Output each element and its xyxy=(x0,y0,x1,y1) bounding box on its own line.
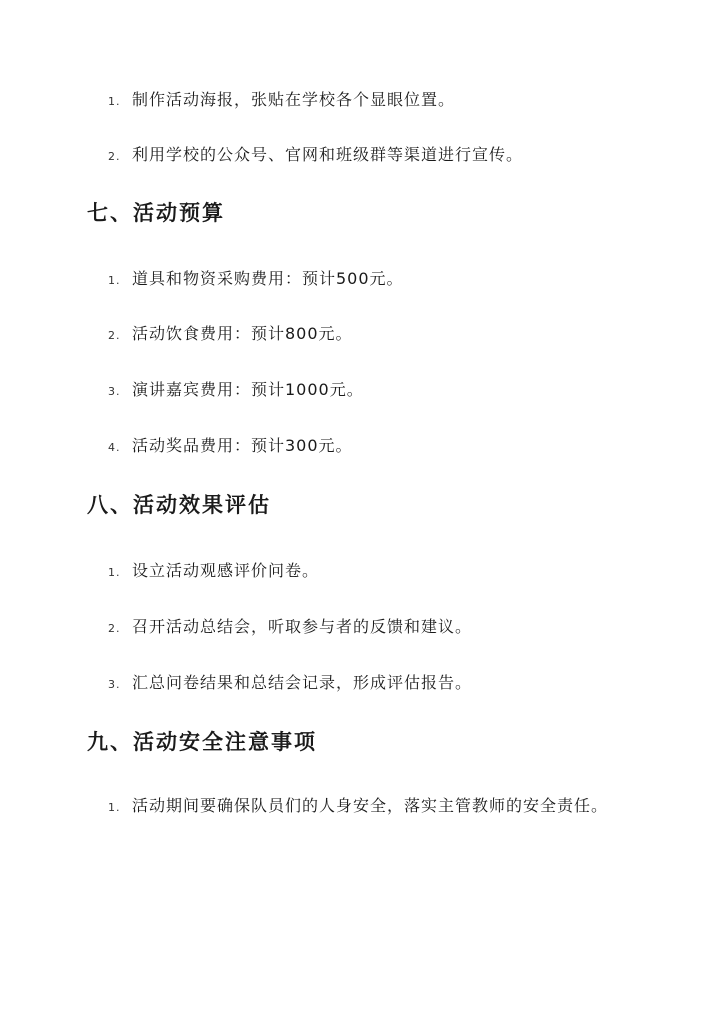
list-text: 设立活动观感评价问卷。 xyxy=(132,561,320,580)
list-item xyxy=(108,543,648,601)
list-number: 1. xyxy=(108,801,121,814)
list-text: 汇总问卷结果和总结会记录，形成评估报告。 xyxy=(132,673,473,692)
list-item xyxy=(108,306,648,364)
list-item xyxy=(108,655,648,713)
section-heading: 七、活动预算 xyxy=(87,201,225,225)
list-text: 召开活动总结会，听取参与者的反馈和建议。 xyxy=(132,617,473,636)
list-number: 3. xyxy=(108,385,121,398)
list-text: 利用学校的公众号、官网和班级群等渠道进行宣传。 xyxy=(132,145,524,164)
list-item xyxy=(108,418,648,476)
list-number: 2. xyxy=(108,622,121,635)
list-number: 2. xyxy=(108,150,121,163)
list-text: 演讲嘉宾费用：预计1000元。 xyxy=(132,380,364,399)
list-text: 活动期间要确保队员们的人身安全，落实主管教师的安全责任。 xyxy=(132,796,609,815)
list-number: 4. xyxy=(108,441,121,454)
list-item xyxy=(108,362,648,420)
list-text: 活动饮食费用：预计800元。 xyxy=(132,324,353,343)
list-item xyxy=(108,127,648,185)
list-item xyxy=(108,251,648,309)
section-heading: 九、活动安全注意事项 xyxy=(87,730,317,754)
list-text: 制作活动海报，张贴在学校各个显眼位置。 xyxy=(132,90,456,109)
list-number: 1. xyxy=(108,274,121,287)
list-number: 1. xyxy=(108,566,121,579)
list-number: 1. xyxy=(108,95,121,108)
list-item xyxy=(108,778,648,836)
list-item xyxy=(108,599,648,657)
list-item xyxy=(108,72,648,130)
list-text: 活动奖品费用：预计300元。 xyxy=(132,436,353,455)
section-heading: 八、活动效果评估 xyxy=(87,493,271,517)
list-number: 2. xyxy=(108,329,121,342)
list-number: 3. xyxy=(108,678,121,691)
list-text: 道具和物资采购费用：预计500元。 xyxy=(132,269,404,288)
